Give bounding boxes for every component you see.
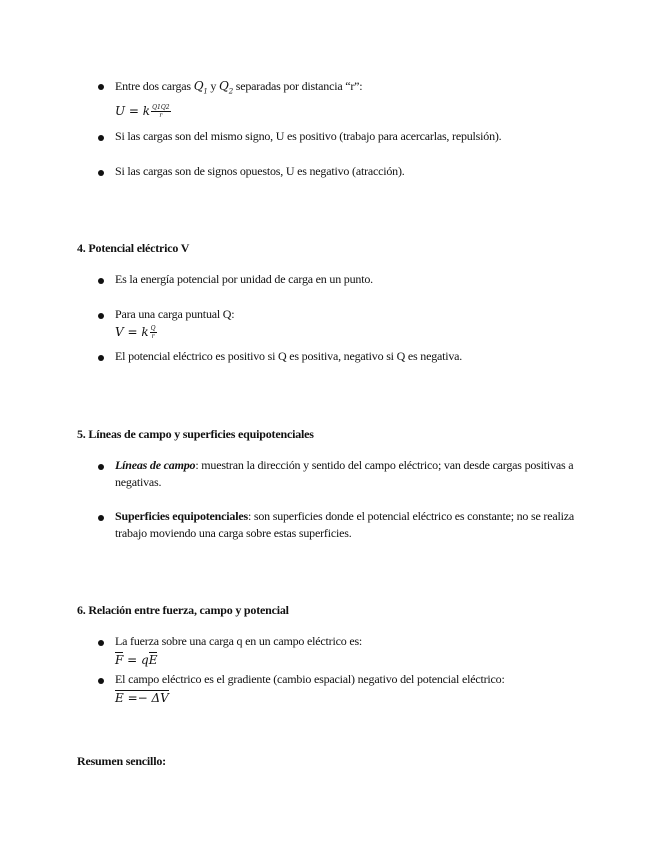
math-q1: $Q_1$ [193,79,208,96]
bullet-dot [98,313,104,319]
bullet-dot [98,170,104,176]
bullet-dot [98,678,104,684]
math-q2: $Q_2$ [219,79,233,96]
bullet-dot [98,355,104,361]
list-item [115,78,585,100]
list-item: El campo eléctrico es el gradiente (cambio espacial) negativo del potencial eléctrico: [115,672,505,686]
equation-gradient: E =− ΔV [115,691,169,705]
item-text: : son superficies donde el potencial eléctrico es constante; no se realiza trabajo moviendo una carga sobre estas superficies. [115,509,575,540]
bullet-dot [98,515,104,521]
equation-potential: V = k $\frac{Q}{r}$ [115,325,156,340]
item-text: : muestran la dirección y sentido del campo eléctrico; van desde cargas positivas a negativas. [115,458,574,489]
bullet-dot [98,84,104,90]
term-bold: Líneas de campo [115,458,196,472]
section-heading: 5. Líneas de campo y superficies equipotenciales [77,427,314,441]
list-item: Si las cargas son del mismo signo, U es positivo (trabajo para acercarlas, repulsión). [115,129,502,143]
equation-force: F = qE [115,653,158,667]
list-item: El potencial eléctrico es positivo si Q es positiva, negativo si Q es negativa. [115,349,463,363]
bullet-dot [98,135,104,141]
bullet-dot [98,278,104,284]
list-item [115,457,585,491]
list-item: Para una carga puntual Q: [115,307,235,321]
list-item: Es la energía potencial por unidad de carga en un punto. [115,272,373,286]
item-text: separadas por distancia “r”: [235,79,363,93]
item-text: y [210,79,217,93]
term-bold: Superficies equipotenciales [115,509,248,523]
equation-potential-energy: U = k $\frac{Q1Q2}{r}$ [115,104,170,119]
section-heading: 4. Potencial eléctrico V [77,241,190,255]
list-item: Si las cargas son de signos opuestos, U es negativo (atracción). [115,164,405,178]
bullet-dot [98,464,104,470]
item-text: Entre dos cargas [115,79,191,93]
summary-heading: Resumen sencillo: [77,754,166,768]
bullet-dot [98,640,104,646]
list-item [115,508,585,542]
list-item: La fuerza sobre una carga q en un campo eléctrico es: [115,634,363,648]
section-heading: 6. Relación entre fuerza, campo y potencial [77,603,289,617]
